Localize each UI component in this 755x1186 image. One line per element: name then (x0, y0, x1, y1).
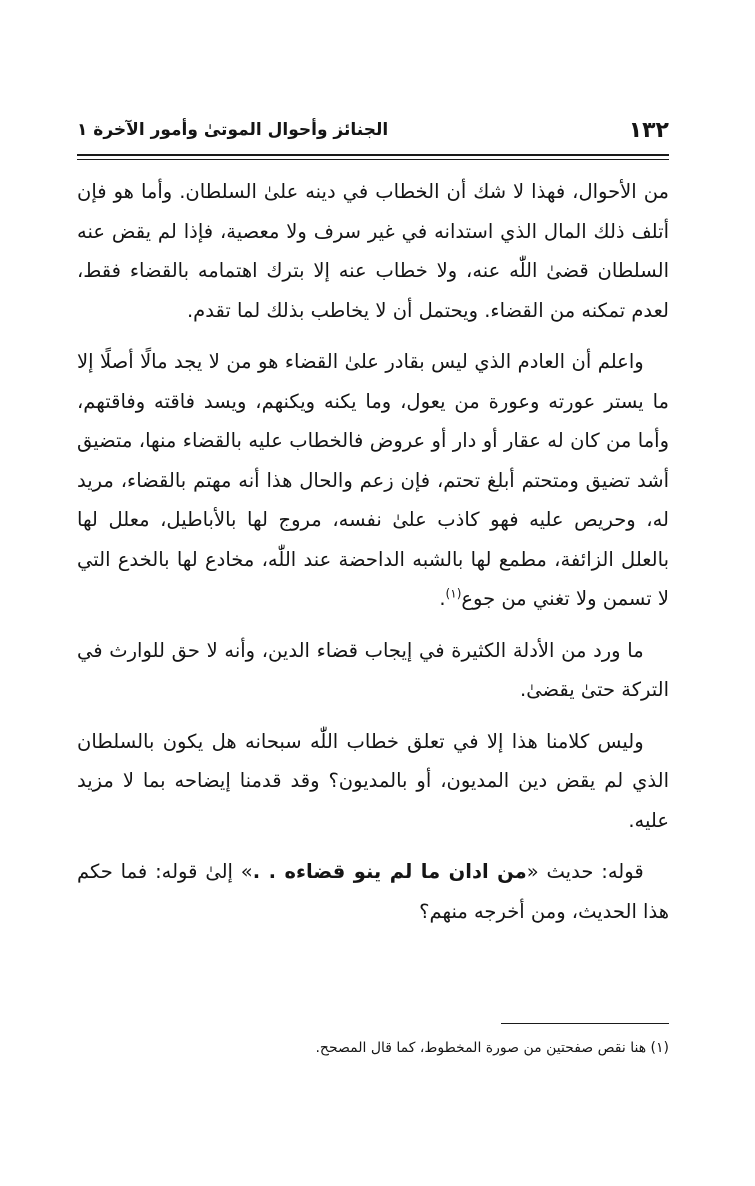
paragraph-text: قوله: حديث « (526, 860, 644, 883)
page-number: ١٣٢ (628, 118, 669, 143)
footnote-reference[interactable]: (١) (445, 586, 462, 601)
running-title: الجنائز وأحوال الموتىٰ وأمور الآخرة ١ (77, 120, 389, 140)
header-rule (77, 154, 669, 160)
paragraph-end: . (439, 587, 446, 610)
page-header (77, 118, 669, 150)
paragraph (77, 852, 669, 931)
hadith-quote: من ادان ما لم ينو قضاءه . . (252, 860, 527, 883)
paragraph: من الأحوال، فهذا لا شك أن الخطاب في دينه علىٰ السلطان. وأما هو فإن أتلف ذلك المال الذي استدانه في غير سرف ولا معصية، فإذا لم يقض عنه السلطان قضىٰ اللّٰه عنه، ولا خطاب عنه إلا بترك اهتمامه بالقضاء فقط، لعدم تمكنه من القضاء. ويحتمل أن لا يخاطب بذلك لما تقدم. (77, 180, 669, 322)
footnote: (١) هنا نقص صفحتين من صورة المخطوط، كما قال المصحح. (315, 1040, 669, 1056)
paragraph (77, 342, 669, 619)
paragraph: ما ورد من الأدلة الكثيرة في إيجاب قضاء الدين، وأنه لا حق للوارث في التركة حتىٰ يقضىٰ. (77, 638, 669, 701)
footnote-rule (501, 1023, 669, 1024)
paragraph-text: واعلم أن العادم الذي ليس بقادر علىٰ القضاء هو من لا يجد مالًا أصلًا إلا ما يستر عورته وعورة من يعول، وما يكنه ويكنهم، ويسد فاقته وفاقتهم، وأما من كان له عقار أو دار أو عروض فالخطاب عليه بالقضاء منها، متضيق أشد تضيق ومتحتم أبلغ تحتم، فإن زعم والحال هذا أنه مهتم بالقضاء، مريد له، وحريص عليه فهو كاذب علىٰ نفسه، مروج لها بالأباطيل، معلل لها بالعلل الزائفة، مطمع لها بالشبه الداحضة عند اللّٰه، مخادع لها بالخدع التي لا تسمن ولا تغني من جوع (77, 350, 669, 610)
paragraph: وليس كلامنا هذا إلا في تعلق خطاب اللّٰه سبحانه هل يكون بالسلطان الذي لم يقض دين المديون، أو بالمديون؟ وقد قدمنا إيضاحه بما لا مزيد عليه. (77, 729, 669, 832)
paragraph-text: » إلىٰ قوله: فما حكم هذا الحديث، ومن أخرجه منهم؟ (77, 860, 669, 923)
main-text (77, 172, 669, 931)
